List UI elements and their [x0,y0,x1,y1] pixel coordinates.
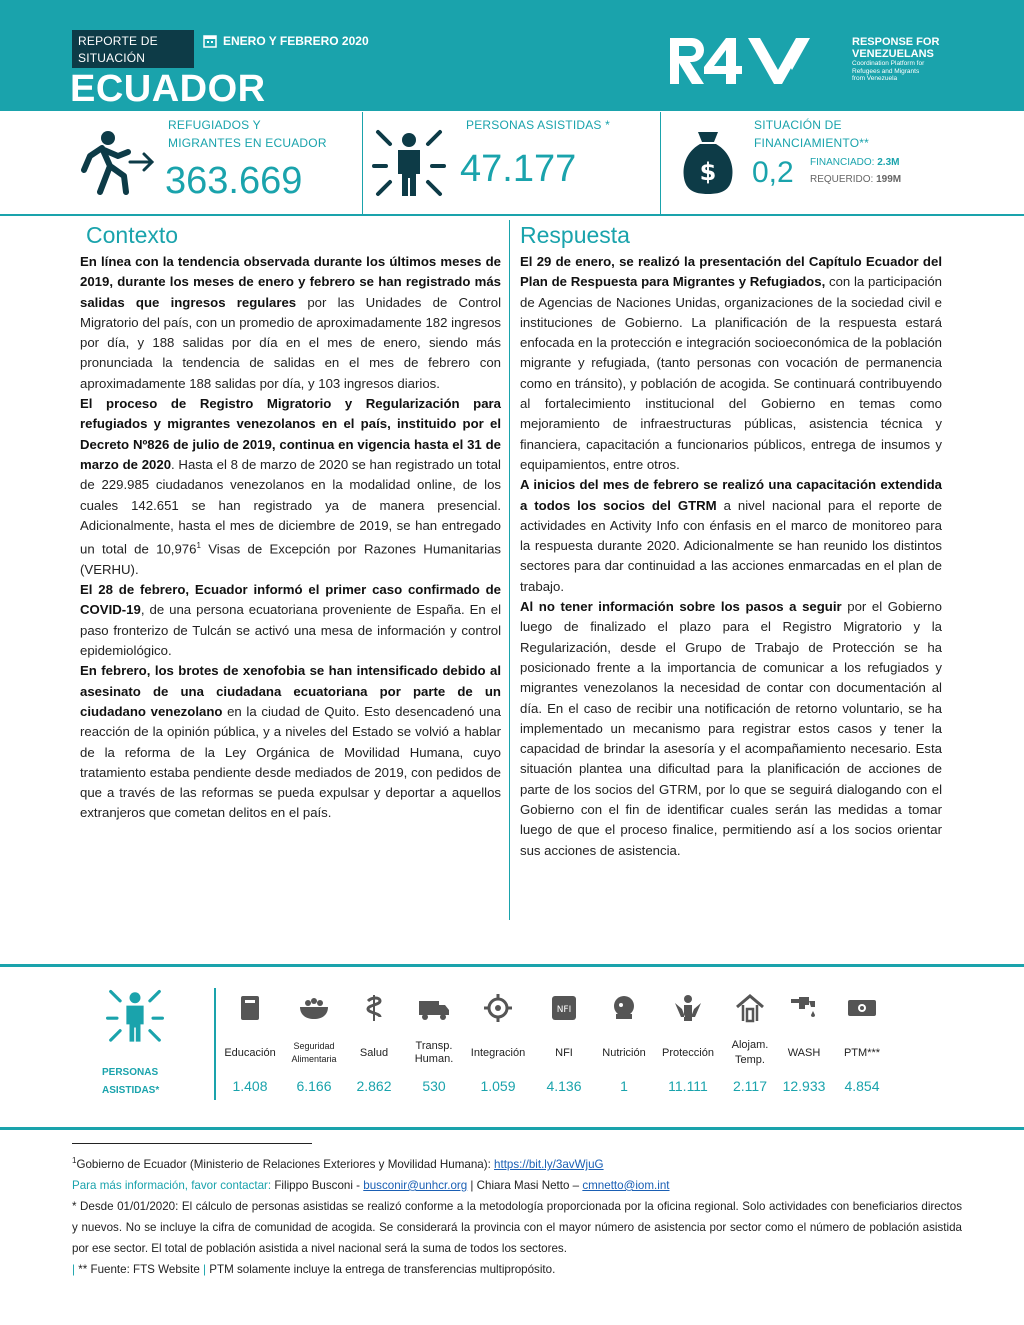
sector-salud [342,990,406,1094]
sector-value: 4.854 [844,1078,880,1094]
required-label: REQUERIDO: [810,174,874,185]
sector-value: 6.166 [296,1078,332,1094]
sector-nutricion [592,990,656,1094]
funded-value: 2.3M [877,157,900,168]
protection-icon [673,993,703,1023]
footnote-1 [72,1150,962,1175]
logo-title-2: VENEZUELANS [852,48,934,60]
sector-educacion [218,990,282,1094]
context-p1-bold: En línea con la tendencia observada durante los últimos meses de 2019, durante los meses de enero y febrero se han registrado más salidas que ingresos regulares [80,254,501,310]
sector-name: Educación [224,1046,276,1059]
nutrition-icon [610,994,638,1022]
context-p4-bold: En febrero, los brotes de xenofobia se han intensificado debido al asesinato de una ciudadana ecuatoriana por parte de un ciudadano venezolano [80,663,501,719]
header-banner [0,0,1024,111]
health-icon [364,993,384,1023]
report-label: REPORTE DE SITUACIÓN [72,30,194,68]
kpi-divider-2 [660,112,661,214]
footnote-ref-1: 1 [196,541,201,551]
stats-divider [214,988,216,1100]
contact-line [72,1175,962,1196]
person-assisted-icon [106,986,164,1044]
report-date [203,34,369,48]
context-p2-text: . Hasta el 8 de marzo de 2020 se han registrado un total de 229.985 ciudadanos venezolanos en la modalidad online, de los cuales 142.651 se han registrado ya de manera presencial. Adicionalmente, hasta el mes de diciembre de 2019, se han entregado un total de 10,976 [80,456,501,557]
refugees-label-2: MIGRANTES EN ECUADOR [168,136,327,150]
sector-name: Integración [470,1046,526,1059]
integration-icon [483,993,513,1023]
contact-1-name: Filippo Busconi - [271,1178,364,1192]
country-title: ECUADOR [70,68,266,110]
response-title: Respuesta [520,222,630,248]
logo-title-1: RESPONSE FOR [852,36,940,48]
money-bag-icon [682,130,734,196]
sector-transp-human [402,990,466,1094]
required-value: 199M [876,174,902,185]
sector-value: 2.117 [733,1078,767,1094]
response-paragraph-3 [520,597,942,861]
methodology-note: * Desde 01/01/2020: El cálculo de personas asistidas se realizó conforme a la metodología proporcionada por la oficina regional. Solo actividades con beneficiarios directos y nuevos. No se incluye la cifra de comunidad de acogida. Se considerará la provincia con el mayor número de asistencia por sector como el número de población asistida por ese sector. El total de población asistida a nivel nacional será la suma de todos los sectores. [72,1199,962,1255]
footnotes [72,1150,962,1280]
context-p2-text2: Visas de Excepción por Razones Humanitarias (VERHU). [80,541,502,577]
sector-name: Nutrición [602,1046,646,1059]
refugees-label-1: REFUGIADOS Y [168,118,261,132]
nfi-icon [550,994,578,1022]
context-paragraph-3 [80,580,501,661]
funding-label-2: FINANCIAMIENTO** [754,136,869,150]
sector-name: Alojam. Temp. [731,1039,769,1066]
footnote-1-marker: 1 [72,1156,77,1165]
funding-value: 0,2 [752,156,794,189]
response-body [520,252,942,861]
context-p3-bold: El 28 de febrero, Ecuador informó el primer caso confirmado de COVID-19 [80,582,501,618]
footnote-rule [72,1143,312,1144]
footnote-1-text: Gobierno de Ecuador (Ministerio de Relaciones Exteriores y Movilidad Humana): [76,1157,495,1171]
funding-label-1: SITUACIÓN DE [754,118,842,132]
logo-sub-2: Refugees and Migrants [852,67,920,75]
assisted-value: 47.177 [460,148,577,190]
ptm-note: PTM solamente incluye la entrega de transferencias multipropósito. [206,1262,556,1276]
sector-value: 1.059 [480,1078,516,1094]
source-text: ** Fuente: FTS Website [75,1262,204,1276]
source-separator-2: | [203,1262,207,1276]
sector-value: 11.111 [668,1078,708,1094]
r4v-logo-text [852,36,939,83]
logo-sub-3: from Venezuela [852,75,898,82]
context-p3-text: , de una persona ecuatoriana proveniente de España. En el paso fronterizo de Tulcán se activó una mesa de información y control epidemiológico. [80,602,501,659]
tap-icon [789,993,819,1023]
book-icon [238,994,262,1022]
funded-label: FINANCIADO: [810,157,875,168]
svg-text:$: $ [699,158,717,186]
sector-ptm [830,990,894,1094]
sector-integracion [466,990,530,1094]
column-divider [509,220,510,920]
response-paragraph-2 [520,475,942,597]
kpi-bottom-rule [0,214,1024,216]
refugees-value: 363.669 [165,160,303,202]
context-title: Contexto [86,222,179,248]
sector-name: Seguridad Alimentaria [291,1041,337,1064]
contact-label: Para más información, favor contactar: [72,1178,272,1192]
context-paragraph-4 [80,661,501,823]
cash-icon [846,996,878,1020]
sector-value: 530 [422,1078,446,1094]
source-separator: | [72,1262,76,1276]
sector-nfi [532,990,596,1094]
context-paragraph-1 [80,252,501,394]
contact-2-email-link[interactable]: cmnetto@iom.int [582,1178,670,1192]
r4v-logo-icon [668,36,843,86]
walking-person-icon [78,130,158,196]
response-paragraph-1 [520,252,942,475]
response-p3-text: por el Gobierno luego de finalizado el plazo para el Registro Migratorio y la Regularización, desde el Grupo de Trabajo de Protección se ha posicionado frente a la importancia de comunicar a los refugiados y migrantes venezolanos la necesidad de contar con documentación al día. En el caso de recibir una notificación de retorno voluntario, se ha implementado un mecanismo para registrar estos casos y tener la capacidad de brindar la asesoría y el acompañamiento necesario. Esta situación plantea una dificultad para la planificación de acciones de parte de los socios del GTRM, por lo que se seguirá dialogando con el Gobierno con el fin de identificar cuales serán las medidas a tomar luego de que el proceso finalice, permitiendo así a los socios orientar sus acciones de asistencia. [520,599,942,858]
kpi-divider-1 [362,112,363,214]
sector-seguridad-alimentaria [282,990,346,1094]
context-p4-text: en la ciudad de Quito. Esto desencadenó una reacción de la opinión pública, y a niveles del Estado se volvió a hablar de la reforma de la Ley Orgánica de Movilidad Humana, cuyo tratamiento estaba pendiente desde mediados de 2019, con pedidos de que a través de las reformas se pueda expulsar y deportar a aquellos extranjeros que cometan delitos en el país. [80,703,501,821]
response-p1-bold: El 29 de enero, se realizó la presentación del Capítulo Ecuador del Plan de Respuesta para Migrantes y Refugiados, [520,254,942,290]
funding-label [754,116,869,152]
food-bowl-icon [298,995,330,1021]
sector-name: PTM*** [843,1046,881,1059]
shelter-icon [735,993,765,1023]
stats-label-1: PERSONAS [102,1067,159,1078]
sector-value: 2.862 [356,1078,392,1094]
sector-name: Protección [662,1046,714,1059]
response-p1-text: con la participación de Agencias de Naciones Unidas, organizaciones de la sociedad civil e instituciones de Gobierno. La planificación de la respuesta estará enfocada en la protección e integración socioeconómica de la población migrante y refugiada, (tanto personas con vocación de permanencia como en tránsito), y población de acogida. Se continuará contribuyendo al fortalecimiento institucional del Gobierno en temas como mejoramiento de infraestructuras públicas, asistencia técnica y financiera, capacitación a funcionarios públicos, entrega de insumos y equipamientos, entre otros. [520,274,942,472]
person-assisted-icon [372,126,446,198]
sector-value: 4.136 [546,1078,582,1094]
context-body [80,252,501,824]
sector-value: 1.408 [232,1078,268,1094]
sector-name: NFI [555,1046,573,1059]
refugees-label [168,116,327,152]
context-p2-bold: El proceso de Registro Migratorio y Regularización para refugiados y migrantes venezolanos en el país, instituido por el Decreto Nº826 de julio de 2019, continua en vigencia hasta el 31 de marzo de 2020 [80,396,501,472]
sector-name: WASH [787,1046,821,1059]
funding-details [810,154,901,188]
svg-text:NFI: NFI [556,1005,572,1015]
date-text: ENERO Y FEBRERO 2020 [223,34,369,48]
context-paragraph-2 [80,394,501,580]
contact-2-name: | Chiara Masi Netto – [467,1178,583,1192]
response-p2-bold: A inicios del mes de febrero se realizó una capacitación extendida a todos los socios del GTRM [520,477,942,513]
stats-top-rule [0,964,1024,967]
calendar-icon [203,34,217,48]
sector-value: 1 [620,1078,628,1094]
contact-1-email-link[interactable]: busconir@unhcr.org [363,1178,468,1192]
response-p3-bold: Al no tener información sobre los pasos a seguir [520,599,842,615]
context-p1-text: por las Unidades de Control Migratorio del país, con un promedio de aproximadamente 182 ingresos por día, y 188 salidas por día en el mes de enero, siendo más pronunciada la tendencia de salidas en el mes de febrero con aproximadamente 188 salidas por día, y 103 ingresos diarios. [80,294,502,391]
logo-sub-1: Coordination Platform for [852,60,925,67]
sector-name: Transp. Human. [414,1040,454,1065]
sector-proteccion [656,990,720,1094]
truck-icon [417,995,451,1021]
source-note [72,1259,962,1280]
footnote-1-link[interactable]: https://bit.ly/3avWjuG [494,1157,604,1171]
stats-label [102,1064,172,1100]
stats-bottom-rule [0,1127,1024,1130]
sector-wash [772,990,836,1094]
sector-value: 12.933 [782,1078,826,1094]
sector-name: Salud [359,1046,389,1059]
response-p2-text: a nivel nacional para el reporte de actividades en Activity Info con énfasis en el marco de monitoreo para la respuesta durante 2020. Adicionalmente se han reunido los distintos sectores para dar continuidad a las acciones enmarcadas en el plan de trabajo. [520,497,942,594]
assisted-label: PERSONAS ASISTIDAS * [466,118,611,132]
stats-label-2: ASISTIDAS* [102,1085,160,1096]
